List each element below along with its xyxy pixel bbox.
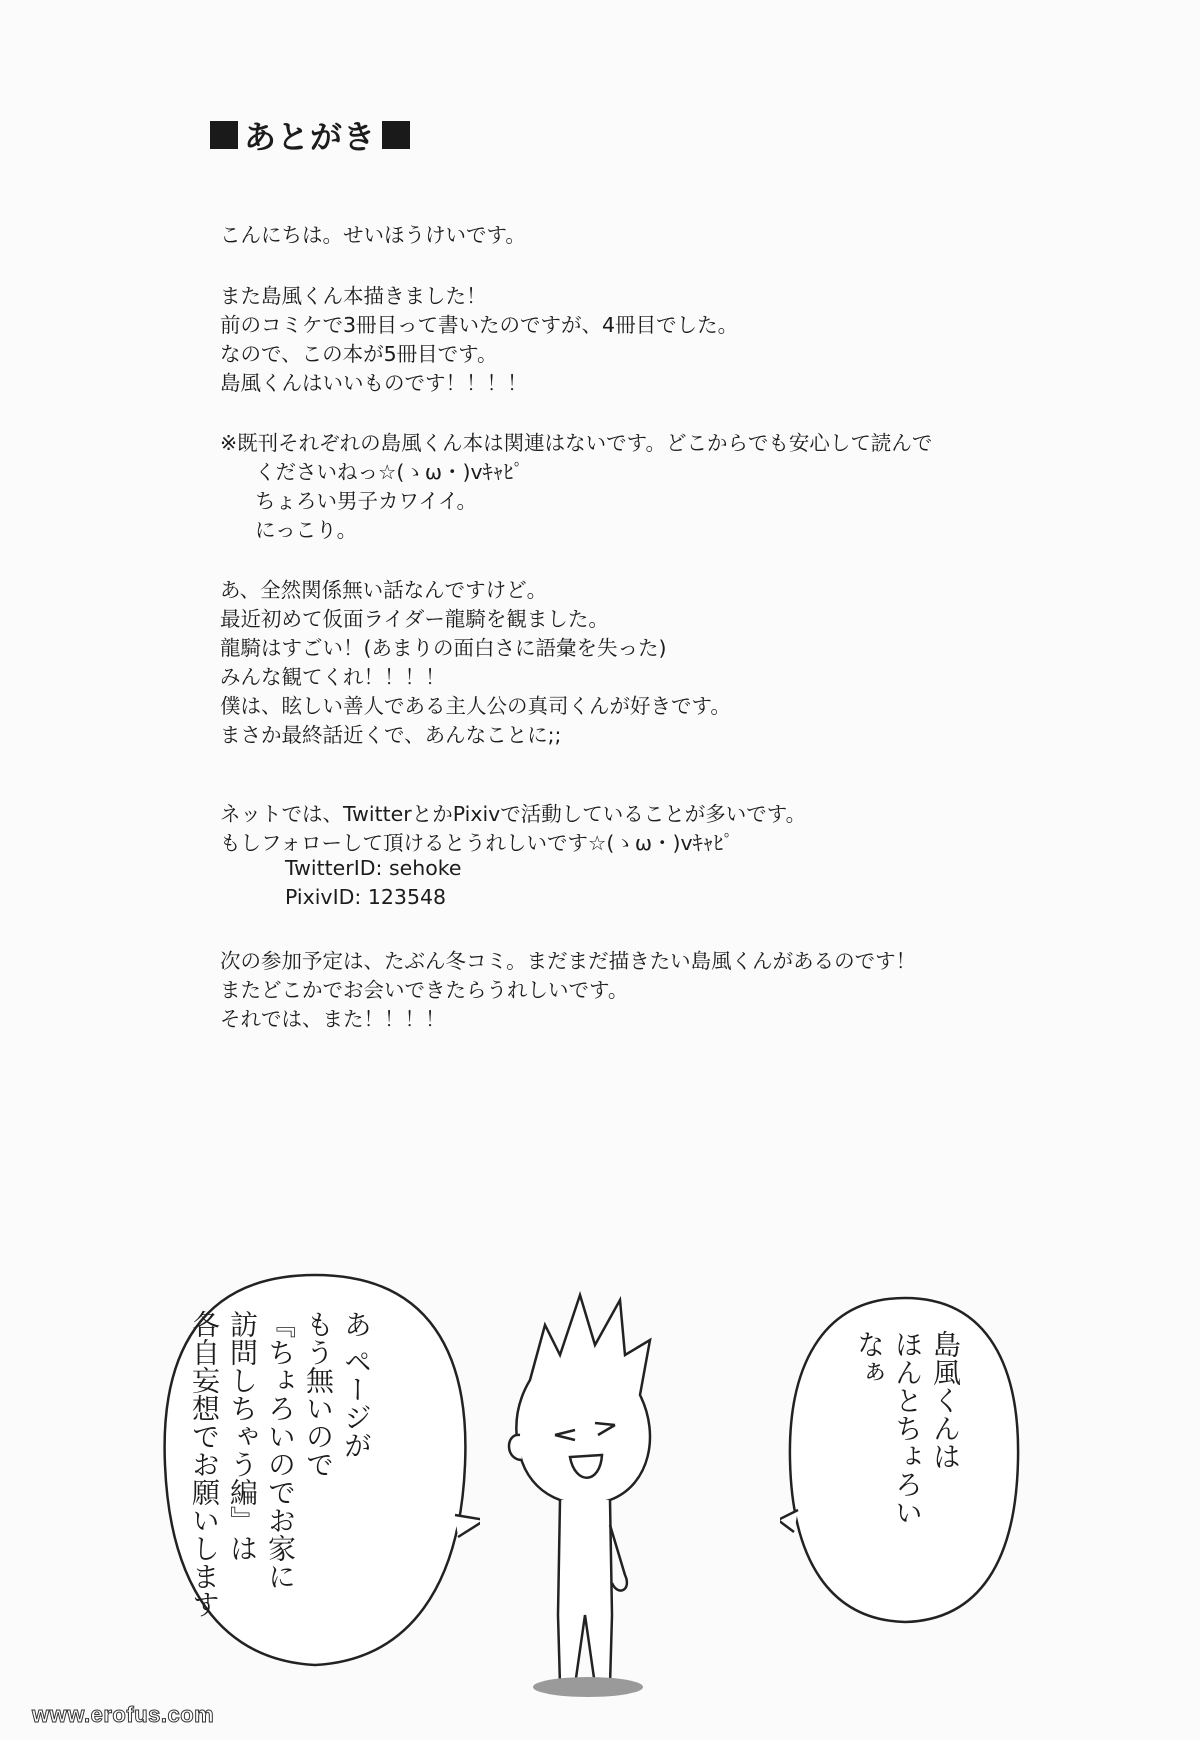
pixiv-id: PixivID: 123548 (285, 885, 447, 909)
text-line: 島風くんはいいものです！！！！ (220, 371, 528, 395)
text-line: もしフォローして頂けるとうれしいです☆(ゝω・)vｷｬﾋﾟ (220, 831, 734, 855)
bubble-line: 島風くんは (929, 1330, 962, 1470)
text-line: なので、この本が5冊目です。 (220, 342, 498, 366)
bubble-line: 訪問しちゃう編』は (226, 1310, 259, 1562)
square-bullet-icon (382, 121, 410, 149)
text-line: あ、全然関係無い話なんですけど。 (220, 578, 548, 602)
speech-text-left (185, 1310, 375, 1670)
text-line: 次の参加予定は、たぶん冬コミ。まだまだ描きたい島風くんがあるのです！ (220, 949, 917, 973)
text-line: ※既刊それぞれの島風くん本は関連はないです。どこからでも安心して読んで (220, 431, 933, 455)
text-line: ネットでは、TwitterとかPixivで活動していることが多いです。 (220, 802, 807, 826)
afterword-heading (210, 112, 410, 158)
text-line: まさか最終話近くで、あんなことに;; (220, 723, 562, 747)
text-line: 前のコミケで3冊目って書いたのですが、4冊目でした。 (220, 313, 739, 337)
text-line: くださいねっ☆(ゝω・)vｷｬﾋﾟ (255, 460, 524, 484)
text-line: にっこり。 (255, 518, 358, 542)
speech-text-right (850, 1330, 964, 1600)
text-line: 最近初めて仮面ライダー龍騎を観ました。 (220, 607, 609, 631)
bubble-line: ほんとちょろい (891, 1330, 924, 1526)
text-line: ちょろい男子カワイイ。 (255, 489, 478, 513)
bubble-line: なぁ (853, 1330, 886, 1386)
character-illustration (490, 1285, 690, 1705)
square-bullet-icon (210, 121, 238, 149)
text-line: またどこかでお会いできたらうれしいです。 (220, 978, 629, 1002)
bubble-line: 『ちょろいのでお家に (264, 1310, 297, 1590)
text-line: 僕は、眩しい善人である主人公の真司くんが好きです。 (220, 694, 731, 718)
bubble-line: もう無いので (302, 1310, 335, 1478)
twitter-id: TwitterID: sehoke (285, 856, 462, 880)
site-watermark: www.erofus.com (32, 1702, 215, 1727)
bubble-line: 各自妄想でお願いします (188, 1310, 221, 1618)
text-line: 龍騎はすごい！(あまりの面白さに語彙を失った) (220, 636, 667, 660)
text-line: それでは、また！！！！ (220, 1007, 446, 1031)
text-line: また島風くん本描きました！ (220, 284, 487, 308)
bubble-line: あ ページが (340, 1310, 373, 1459)
text-line: こんにちは。せいほうけいです。 (220, 223, 526, 247)
text-line: みんな観てくれ！！！！ (220, 665, 446, 689)
heading-text: あとがき (244, 118, 377, 156)
